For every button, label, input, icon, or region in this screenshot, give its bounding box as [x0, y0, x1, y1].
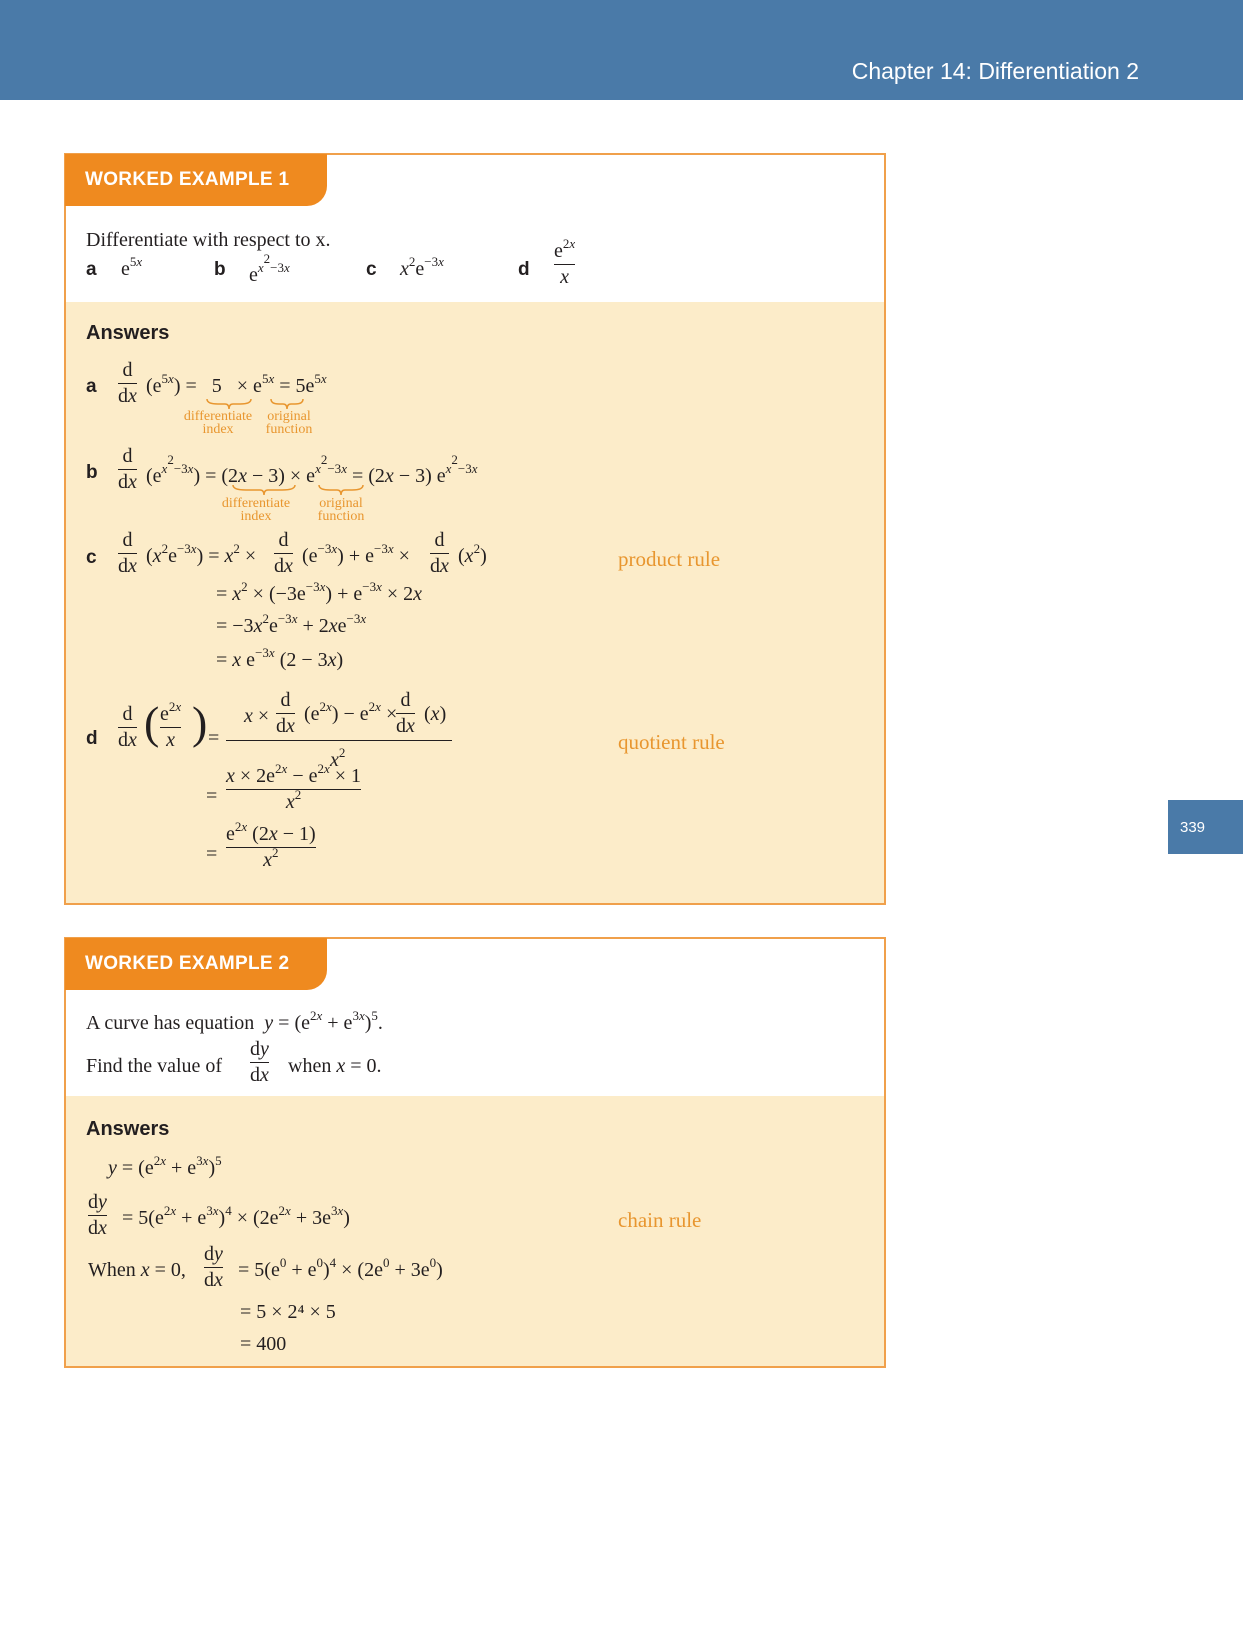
example-2-answers — [66, 1096, 884, 1366]
answer-c-ddx-3: d dx — [430, 529, 449, 577]
example-2-question-2a: Find the value of — [86, 1055, 223, 1077]
answer-c-line-4: = x $e^{-3x}$ (2 − 3x) — [216, 645, 344, 671]
answer-d-step-3: $e^{2x}$ (2x − 1) $x^2$ — [226, 819, 316, 871]
answer-c-line-2: = $x^2 \times (-3e^{-3x}) + e^{-3x} \times 2x$ — [216, 579, 423, 605]
answers-heading-2: Answers — [86, 1118, 170, 1140]
answer-d-open-paren: ( — [144, 697, 160, 748]
answer-b-expr: $(e^{x^2-3x}) = (2x - 3) \times e^{x^2-3x} = (2x - 3)$ $e^{x^2-3x}$ — [146, 452, 478, 487]
answer-2-line-3: = $5(e^0 + e^0)^4 \times (2e^0 + 3e^0)$ — [238, 1255, 443, 1281]
answer-b-brace-2 — [318, 484, 364, 496]
answer-c-ddx-2: d dx — [274, 529, 293, 577]
part-a-letter: a — [86, 259, 97, 280]
answer-2-dydx-2: dy dx — [204, 1243, 223, 1291]
part-b-expr: $e^{x^2-3x}$ — [249, 251, 290, 286]
answer-2-line-1: $y = (e^{2x} + e^{3x})^5$ — [108, 1153, 222, 1179]
answer-d-letter: d — [86, 728, 98, 749]
part-b-letter: b — [214, 259, 226, 280]
answer-b-letter: b — [86, 462, 98, 483]
answer-b-brace-1 — [232, 484, 296, 496]
header-bar — [0, 0, 1243, 100]
product-rule-note: product rule — [618, 547, 721, 571]
answer-2-dydx: dy dx — [88, 1191, 107, 1239]
answer-a-letter: a — [86, 376, 97, 397]
question-2b-text: when — [288, 1055, 332, 1077]
answer-a-expr: $(e^{5x}) = 5 \times e^{5x} = 5e^{5x}$ — [146, 371, 327, 397]
answer-d-equals-2: = — [206, 785, 218, 807]
answer-d-arg: $e^{2x}$ x — [160, 699, 182, 751]
chain-rule-note: chain rule — [618, 1208, 702, 1232]
example-1-label: WORKED EXAMPLE 1 — [65, 154, 327, 206]
answer-c-ddx: d dx — [118, 529, 137, 577]
quotient-numerator-3: (x) — [424, 703, 447, 725]
example-2-label: WORKED EXAMPLE 2 — [65, 938, 327, 990]
answer-a-ddx: d dx — [118, 359, 137, 407]
worked-example-2 — [64, 937, 886, 1368]
part-a-expr: $e^{5x}$ — [121, 254, 143, 280]
answer-c-letter: c — [86, 547, 97, 568]
example-1-question: Differentiate with respect to x. — [86, 229, 331, 251]
example-1-answers — [66, 302, 884, 903]
answer-2-line-5: = 400 — [240, 1333, 287, 1355]
quotient-denominator: $x^2$ — [330, 745, 346, 771]
page-number-tab — [1168, 800, 1243, 854]
answer-d-step-2: $x \times 2e^{2x} - e^{2x} \times 1$ $x^2$ — [226, 761, 362, 813]
answer-c-line-3: = $-3x^2e^{-3x} + 2xe^{-3x}$ — [216, 611, 367, 637]
answer-a-note-1: differentiate index — [183, 409, 253, 437]
page-number: 339 — [1180, 818, 1206, 836]
question-dydx: dy dx — [250, 1038, 269, 1086]
answer-a-note-2: original function — [265, 409, 313, 437]
quotient-numerator: x × — [244, 705, 270, 727]
worked-example-1 — [64, 153, 886, 905]
answer-2-line-4: = 5 × 2⁴ × 5 — [240, 1301, 336, 1323]
answer-b-note-1: differentiate index — [221, 496, 291, 524]
answers-heading: Answers — [86, 322, 170, 344]
answer-d-equals: = — [208, 727, 220, 749]
question-1-text: A curve has equation — [86, 1012, 255, 1034]
quotient-numerator-2: $(e^{2x}) - e^{2x}$ × — [304, 699, 398, 725]
answer-2-when: When x = 0, — [88, 1259, 186, 1281]
answer-b-ddx: d dx — [118, 445, 137, 493]
answer-c-line-1a: $(x^2e^{-3x}) = x^2$ × — [146, 541, 257, 567]
answer-c-line-1c: $(x^2)$ — [458, 541, 487, 567]
answer-d-ddx: d dx — [118, 703, 137, 751]
part-c-expr: $x^2e^{-3x}$ — [400, 254, 444, 280]
example-2-question-2b: when x = 0. — [288, 1055, 382, 1077]
answer-2-line-2: = $5(e^{2x} + e^{3x})^4 \times (2e^{2x} + 3e^{3x})$ — [122, 1203, 350, 1229]
answer-c-line-1b: $(e^{-3x}) + e^{-3x}$ × — [302, 541, 410, 567]
answer-d-equals-3: = — [206, 843, 218, 865]
answer-d-close-paren: ) — [192, 697, 208, 748]
quotient-ddx-2: d dx — [396, 689, 415, 737]
part-d-letter: d — [518, 259, 530, 280]
quotient-ddx-1: d dx — [276, 689, 295, 737]
quotient-bar — [226, 740, 452, 741]
quotient-rule-note: quotient rule — [618, 730, 725, 754]
part-d-expr: $e^{2x}$ x — [554, 236, 576, 288]
example-2-question-1: A curve has equation $y = (e^{2x} + e^{3x})^5$. — [86, 1008, 383, 1034]
chapter-title: Chapter 14: Differentiation 2 — [851, 58, 1139, 84]
part-c-letter: c — [366, 259, 377, 280]
when-text: When — [88, 1259, 136, 1281]
answer-b-note-2: original function — [317, 496, 365, 524]
